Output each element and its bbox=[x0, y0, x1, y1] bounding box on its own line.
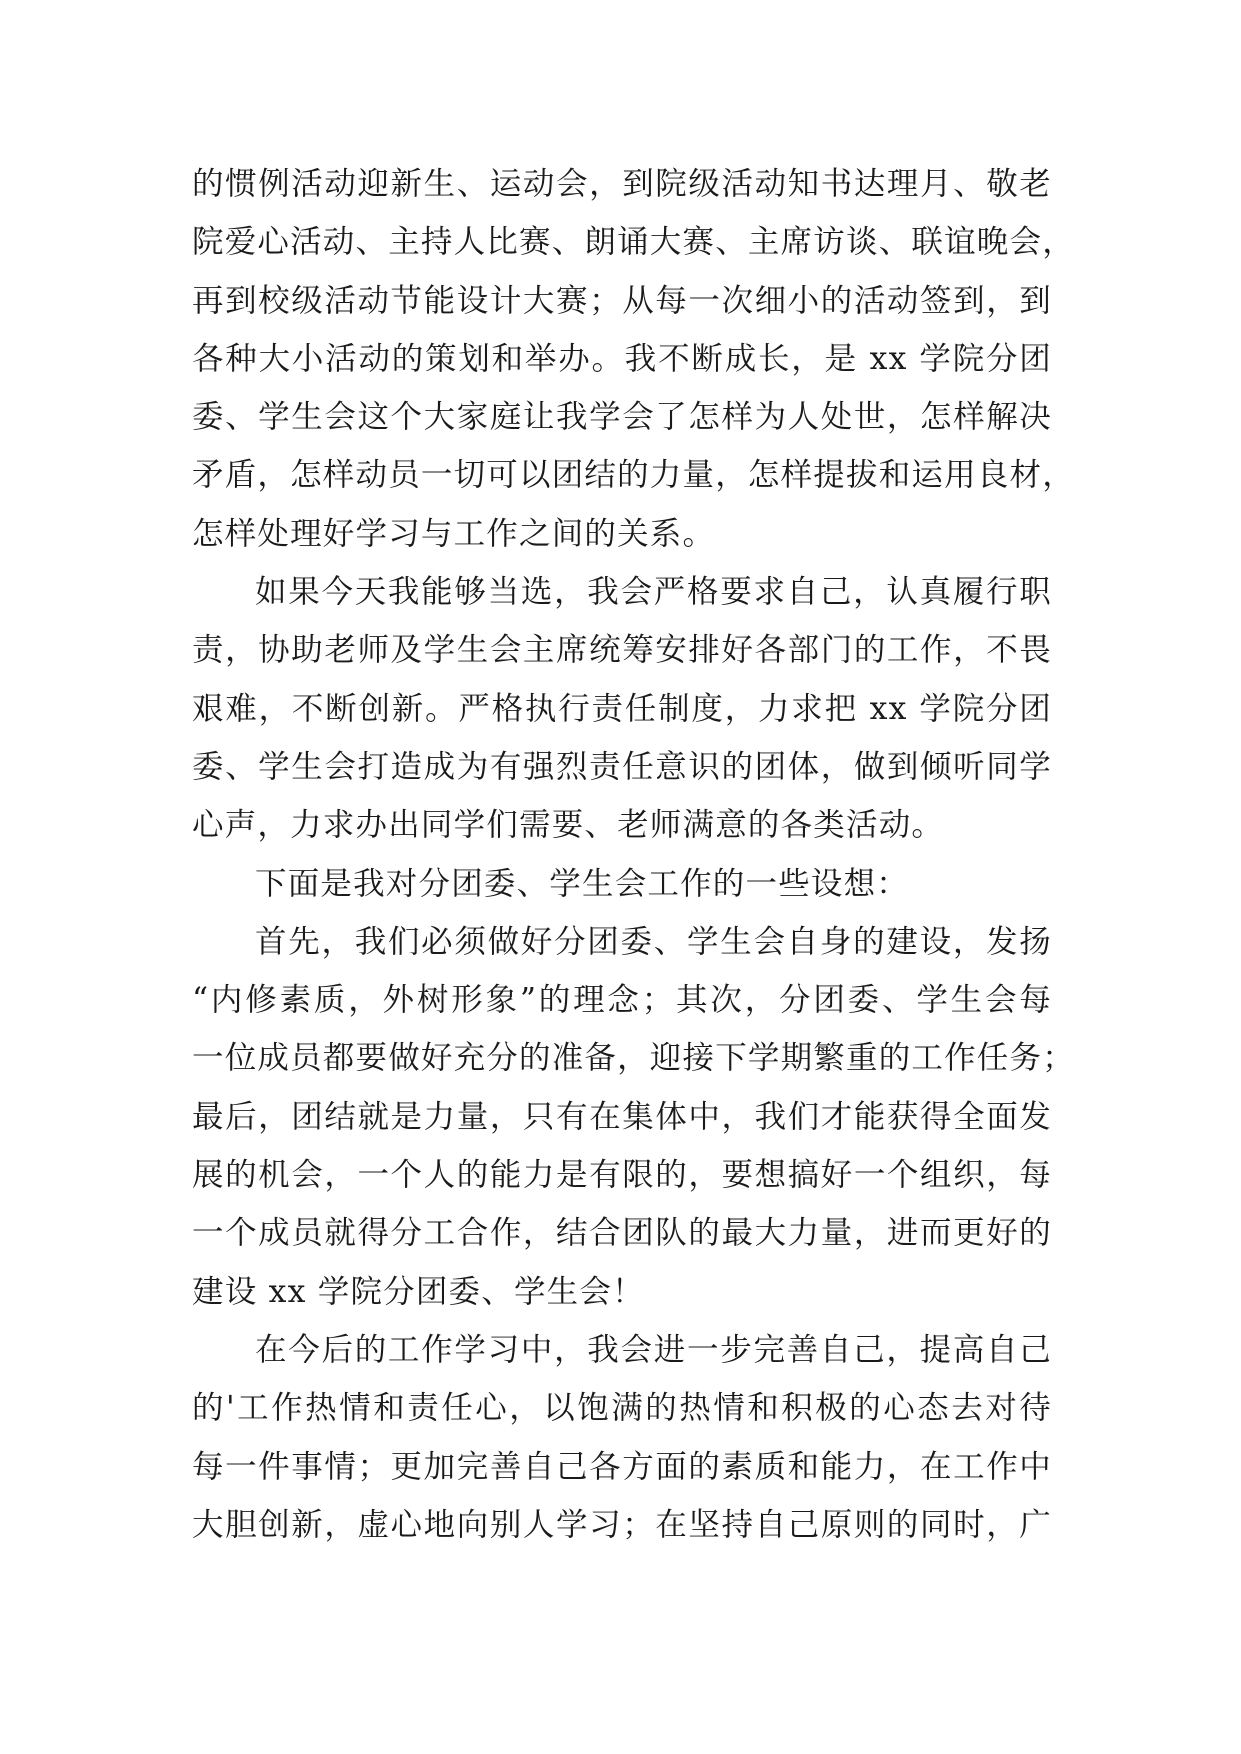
text-line: 委、学生会这个大家庭让我学会了怎样为人处世，怎样解决 bbox=[192, 399, 1052, 436]
text-line: 一个成员就得分工合作，结合团队的最大力量，进而更好的 bbox=[192, 1215, 1052, 1252]
text-line: 下面是我对分团委、学生会工作的一些设想： bbox=[255, 865, 910, 902]
text-line: 展的机会，一个人的能力是有限的，要想搞好一个组织，每 bbox=[192, 1157, 1052, 1194]
text-line: 如果今天我能够当选，我会严格要求自己，认真履行职 bbox=[255, 574, 1052, 611]
text-line: “内修素质，外树形象”的理念；其次，分团委、学生会每 bbox=[192, 982, 1052, 1019]
text-line: 矛盾，怎样动员一切可以团结的力量，怎样提拔和运用良材， bbox=[192, 457, 1075, 494]
text-line: 建设 xx 学院分团委、学生会！ bbox=[192, 1273, 645, 1310]
text-line: 一位成员都要做好充分的准备，迎接下学期繁重的工作任务； bbox=[192, 1040, 1075, 1077]
text-line: 的'工作热情和责任心，以饱满的热情和积极的心态去对待 bbox=[192, 1390, 1052, 1427]
text-line: 的惯例活动迎新生、运动会，到院级活动知书达理月、敬老 bbox=[192, 166, 1052, 202]
text-line: 心声，力求办出同学们需要、老师满意的各类活动。 bbox=[192, 807, 945, 844]
text-line: 大胆创新，虚心地向别人学习；在坚持自己原则的同时，广 bbox=[192, 1506, 1052, 1543]
document-body bbox=[192, 155, 1075, 1554]
text-line: 首先，我们必须做好分团委、学生会自身的建设，发扬 bbox=[255, 923, 1052, 960]
text-line: 艰难，不断创新。严格执行责任制度，力求把 xx 学院分团 bbox=[192, 690, 1052, 727]
text-line: 怎样处理好学习与工作之间的关系。 bbox=[192, 515, 716, 552]
text-line: 委、学生会打造成为有强烈责任意识的团体，做到倾听同学 bbox=[192, 748, 1052, 785]
text-line: 在今后的工作学习中，我会进一步完善自己，提高自己 bbox=[255, 1331, 1052, 1368]
text-line: 每一件事情；更加完善自己各方面的素质和能力，在工作中 bbox=[192, 1448, 1052, 1485]
text-line: 责，协助老师及学生会主席统筹安排好各部门的工作，不畏 bbox=[192, 632, 1052, 669]
text-line: 院爱心活动、主持人比赛、朗诵大赛、主席访谈、联谊晚会， bbox=[192, 224, 1075, 261]
text-line: 再到校级活动节能设计大赛；从每一次细小的活动签到，到 bbox=[192, 282, 1052, 319]
text-line: 各种大小活动的策划和举办。我不断成长，是 xx 学院分团 bbox=[192, 340, 1052, 377]
text-line: 最后，团结就是力量，只有在集体中，我们才能获得全面发 bbox=[192, 1098, 1052, 1135]
